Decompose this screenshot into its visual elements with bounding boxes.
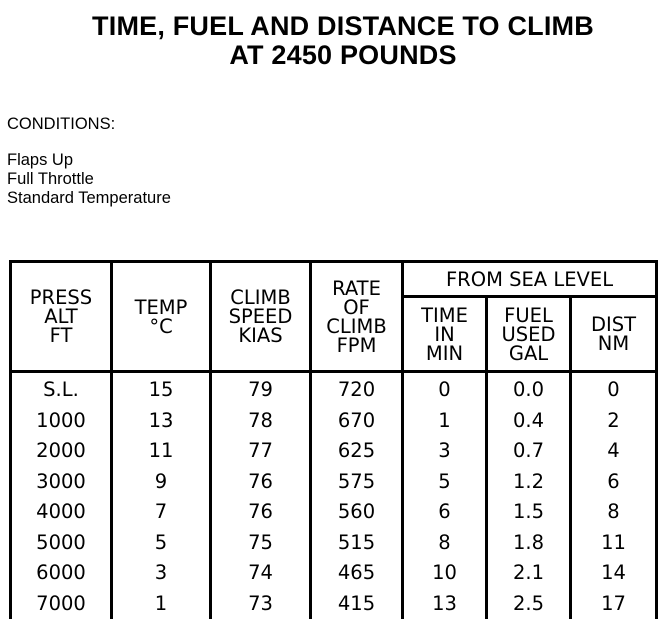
header-text: NM xyxy=(597,332,630,355)
conditions-block xyxy=(7,115,171,208)
cell-rate-of-climb: 465 xyxy=(311,558,403,589)
table-row xyxy=(11,436,657,467)
cell-time: 1 xyxy=(403,406,487,437)
table-row xyxy=(11,406,657,437)
table-row xyxy=(11,467,657,498)
header-rate-of-climb xyxy=(311,262,403,372)
cell-fuel: 0.4 xyxy=(487,406,571,437)
cell-time: 8 xyxy=(403,528,487,559)
cell-fuel: 0.7 xyxy=(487,436,571,467)
cell-dist: 11 xyxy=(571,528,657,559)
header-temp xyxy=(112,262,211,372)
header-text: CLIMB xyxy=(326,314,387,338)
header-text: SPEED xyxy=(228,305,293,328)
header-climb-speed xyxy=(211,262,311,372)
page-title xyxy=(0,12,668,70)
cell-temp: 11 xyxy=(112,436,211,467)
header-text: TIME xyxy=(421,303,468,327)
cell-temp: 5 xyxy=(112,528,211,559)
title-line-1: TIME, FUEL AND DISTANCE TO CLIMB xyxy=(92,11,594,41)
cell-time: 5 xyxy=(403,467,487,498)
cell-time: 0 xyxy=(403,372,487,406)
cell-press-alt: 6000 xyxy=(11,558,112,589)
cell-climb-speed: 73 xyxy=(211,589,311,620)
cell-dist: 8 xyxy=(571,497,657,528)
cell-dist: 17 xyxy=(571,589,657,620)
header-text: °C xyxy=(149,314,173,338)
cell-dist: 4 xyxy=(571,436,657,467)
cell-temp: 1 xyxy=(112,589,211,620)
cell-temp: 3 xyxy=(112,558,211,589)
cell-rate-of-climb: 625 xyxy=(311,436,403,467)
cell-rate-of-climb: 575 xyxy=(311,467,403,498)
header-text: TEMP xyxy=(134,295,188,319)
cell-rate-of-climb: 415 xyxy=(311,589,403,620)
cell-time: 6 xyxy=(403,497,487,528)
cell-climb-speed: 74 xyxy=(211,558,311,589)
cell-temp: 15 xyxy=(112,372,211,406)
cell-climb-speed: 76 xyxy=(211,467,311,498)
header-text: FUEL xyxy=(504,303,553,327)
header-from-sea-level: FROM SEA LEVEL xyxy=(403,262,657,297)
cell-fuel: 1.5 xyxy=(487,497,571,528)
header-text: OF xyxy=(343,295,370,319)
condition-item: Standard Temperature xyxy=(7,189,171,207)
climb-table xyxy=(9,260,658,619)
cell-press-alt: 3000 xyxy=(11,467,112,498)
cell-time: 13 xyxy=(403,589,487,620)
cell-rate-of-climb: 515 xyxy=(311,528,403,559)
cell-press-alt: 4000 xyxy=(11,497,112,528)
climb-table-body xyxy=(11,372,657,620)
header-text: FPM xyxy=(336,333,377,357)
header-text: FT xyxy=(49,324,73,347)
header-text: GAL xyxy=(508,341,549,365)
cell-dist: 14 xyxy=(571,558,657,589)
header-text: PRESS xyxy=(29,286,93,309)
cell-temp: 7 xyxy=(112,497,211,528)
header-press-alt xyxy=(11,262,112,372)
table-row xyxy=(11,558,657,589)
cell-rate-of-climb: 670 xyxy=(311,406,403,437)
header-text: IN xyxy=(434,322,455,346)
header-text: RATE xyxy=(332,276,381,300)
cell-fuel: 0.0 xyxy=(487,372,571,406)
header-fuel xyxy=(487,297,571,372)
cell-fuel: 2.1 xyxy=(487,558,571,589)
cell-rate-of-climb: 560 xyxy=(311,497,403,528)
title-line-2: AT 2450 POUNDS xyxy=(229,40,457,70)
cell-dist: 0 xyxy=(571,372,657,406)
conditions-heading: CONDITIONS: xyxy=(7,115,116,133)
header-text: MIN xyxy=(425,341,464,365)
cell-press-alt: 5000 xyxy=(11,528,112,559)
header-time xyxy=(403,297,487,372)
cell-time: 3 xyxy=(403,436,487,467)
header-text: KIAS xyxy=(238,324,283,347)
table-row xyxy=(11,589,657,620)
cell-press-alt: 7000 xyxy=(11,589,112,620)
condition-item: Full Throttle xyxy=(7,170,94,188)
cell-fuel: 1.2 xyxy=(487,467,571,498)
table-row xyxy=(11,497,657,528)
header-text: USED xyxy=(501,322,556,346)
cell-rate-of-climb: 720 xyxy=(311,372,403,406)
header-dist xyxy=(571,297,657,372)
condition-item: Flaps Up xyxy=(7,151,74,169)
cell-press-alt: S.L. xyxy=(11,372,112,406)
header-text: CLIMB xyxy=(230,286,291,309)
cell-dist: 2 xyxy=(571,406,657,437)
cell-temp: 13 xyxy=(112,406,211,437)
cell-fuel: 1.8 xyxy=(487,528,571,559)
cell-climb-speed: 77 xyxy=(211,436,311,467)
cell-dist: 6 xyxy=(571,467,657,498)
cell-press-alt: 1000 xyxy=(11,406,112,437)
cell-climb-speed: 76 xyxy=(211,497,311,528)
cell-time: 10 xyxy=(403,558,487,589)
cell-fuel: 2.5 xyxy=(487,589,571,620)
header-text: DIST xyxy=(590,313,637,336)
cell-press-alt: 2000 xyxy=(11,436,112,467)
header-text: ALT xyxy=(44,305,78,328)
table-row xyxy=(11,528,657,559)
cell-climb-speed: 78 xyxy=(211,406,311,437)
table-row xyxy=(11,372,657,406)
cell-temp: 9 xyxy=(112,467,211,498)
cell-climb-speed: 79 xyxy=(211,372,311,406)
cell-climb-speed: 75 xyxy=(211,528,311,559)
